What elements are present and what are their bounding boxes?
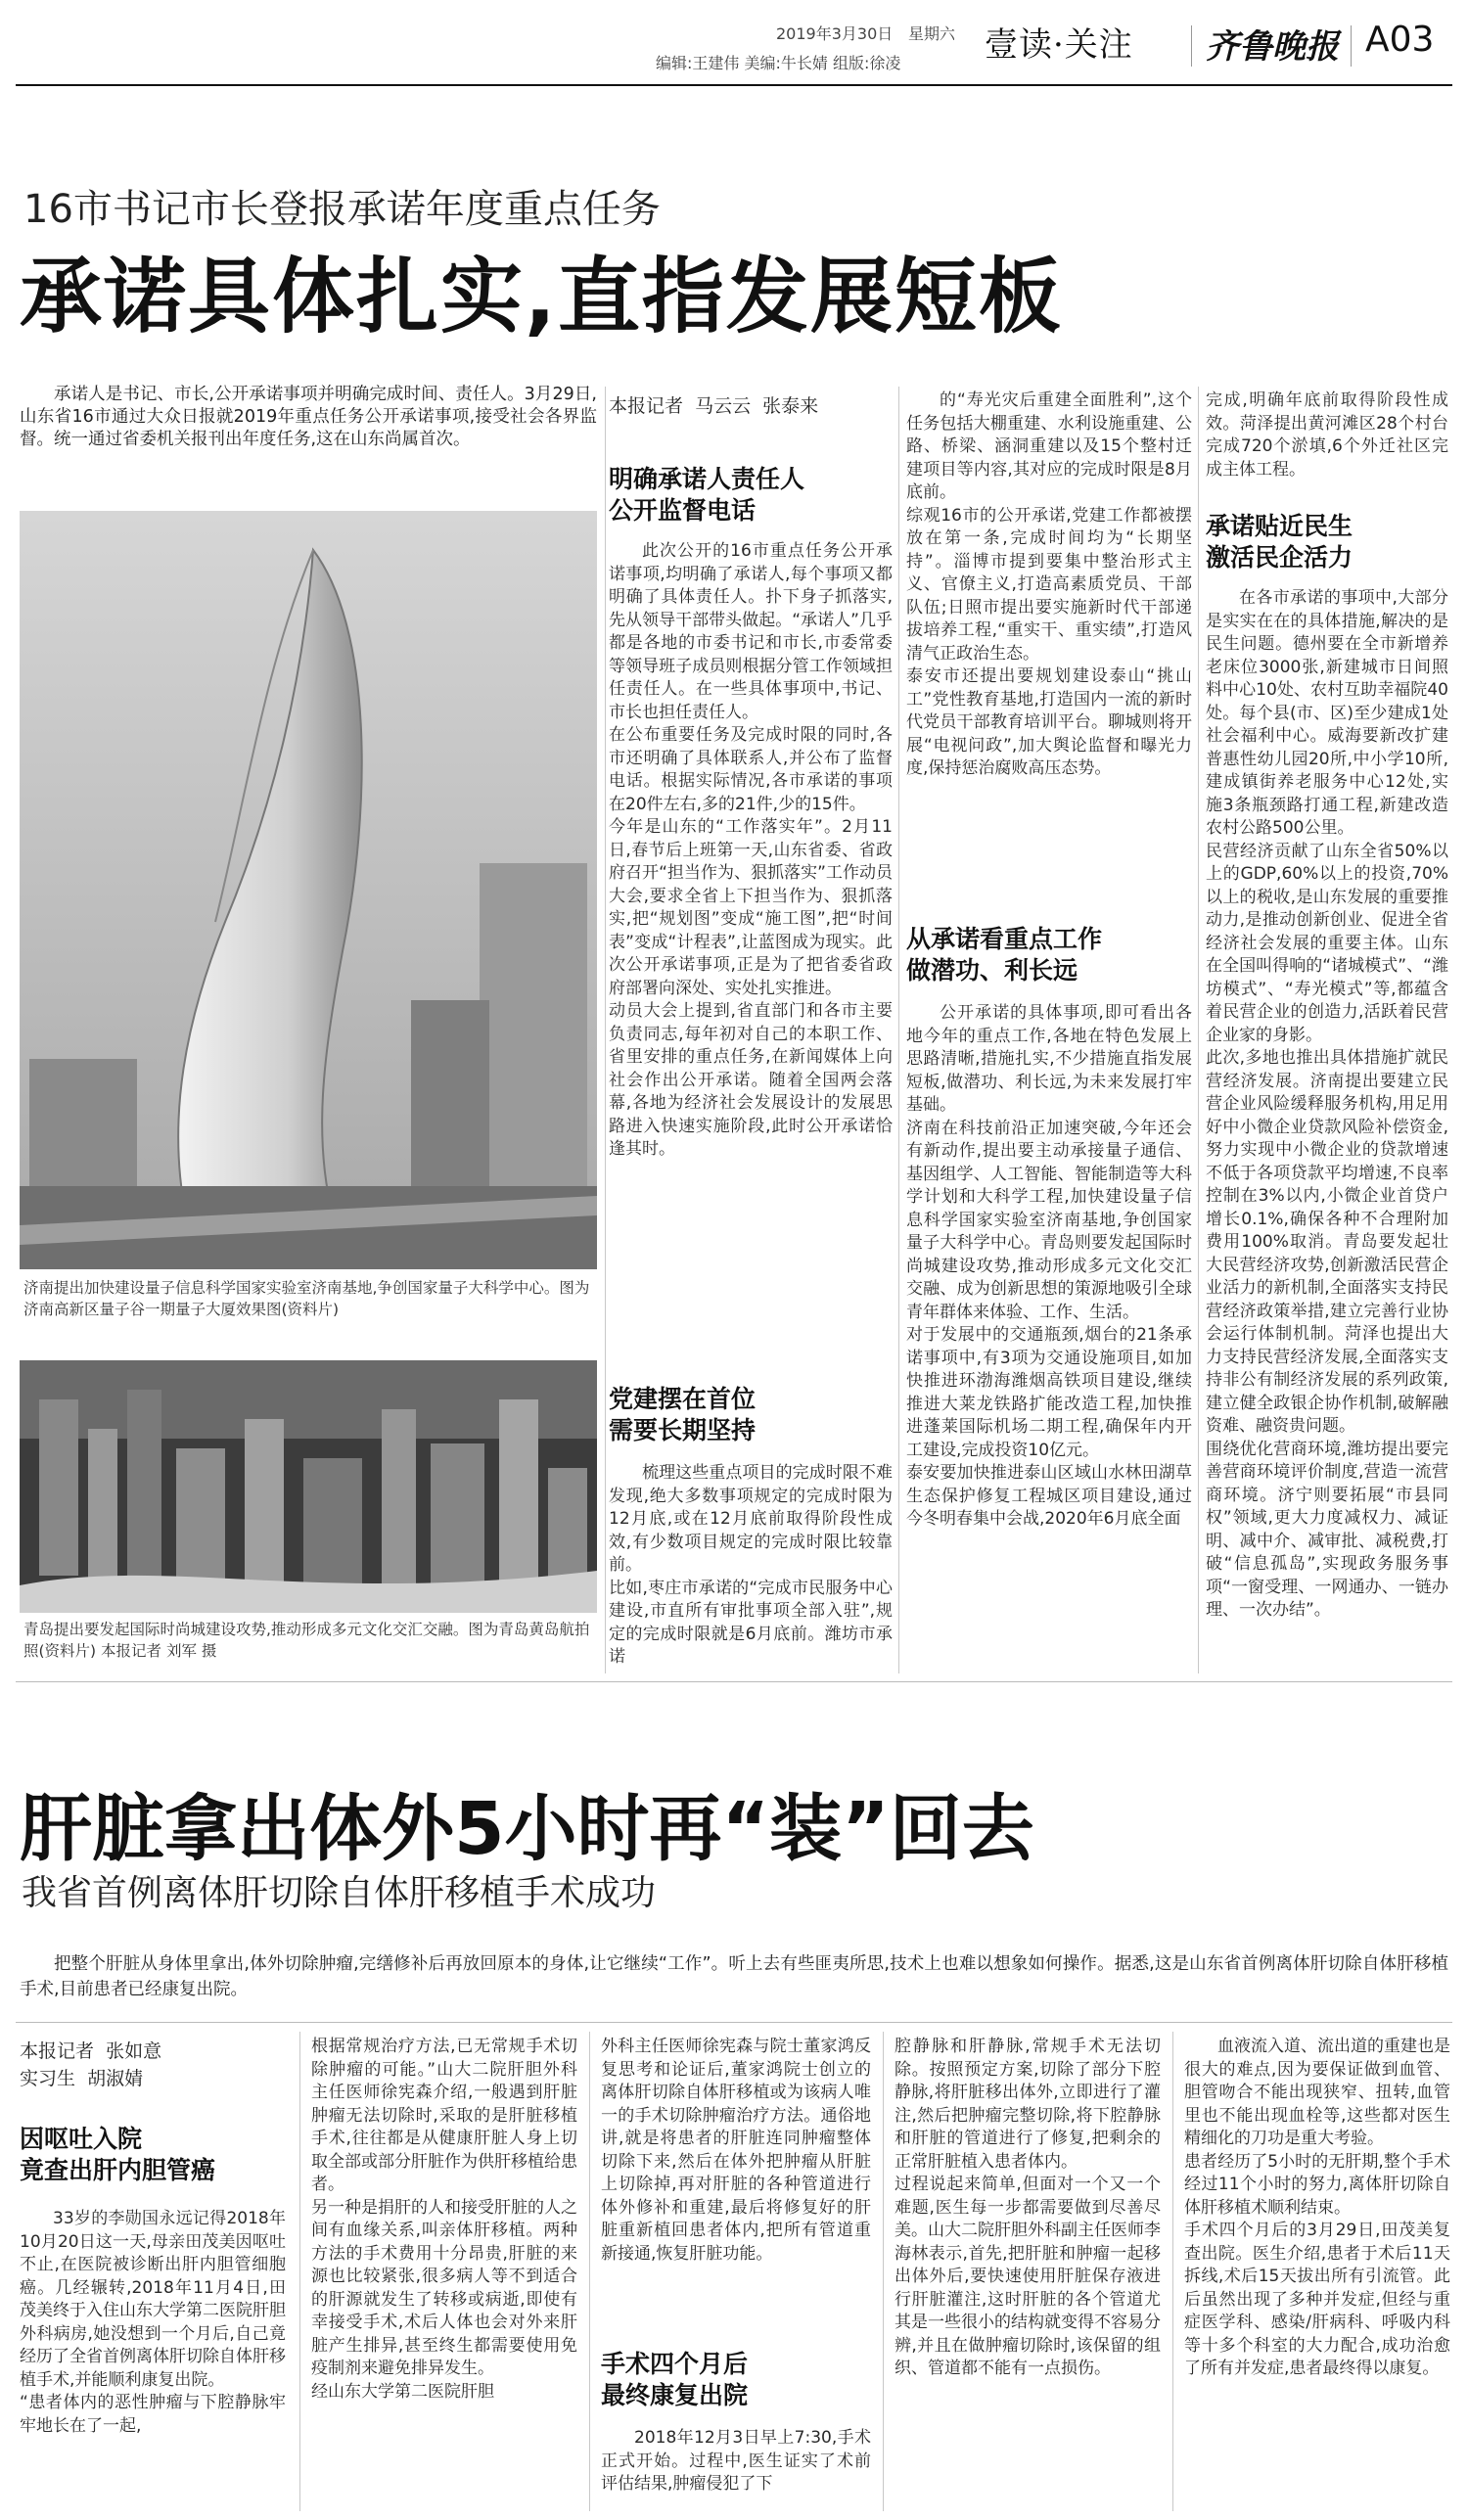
article2-col5-text [1184, 2036, 1450, 2513]
article1-col3b-paragraphs: 公开承诺的具体事项,即可看出各地今年的重点工作,各地在特色发展上思路清晰,措施扎实,不少措施直指发展短板,做潜功、利长远,为未来发展打牢基础。 济南在科技前沿正加速突破,今年还会有新动作,提出要主动承接量子通信、基因组学、人工智能、智能制造等大科学计划和大科学工程,加快建设量子信息科学国家实验室济南基地,争创国家量子大科学中心。青岛则要发起国际时尚城建设攻势,推动形成多元文化交汇交融、成为创新思想的策源地吸引全球青年群体来体验、工作、生活。 对于发展中的交通瓶颈,烟台的21条承诺事项中,有3项为交通设施项目,如加快推进环渤海潍烟高铁项目建设,继续推进大莱龙铁路扩能改造工程,加快推进蓬莱国际机场二期工程,确保年内开工建设,完成投资10亿元。 泰安要加快推进泰山区域山水林田湖草生态保护修复工程城区项目建设,通过今冬明春集中会战,2020年6月底全面 [906, 1003, 1192, 1529]
header-divider-2 [1351, 25, 1352, 67]
article1-byline: 本报记者 马云云 张泰来 [609, 395, 819, 417]
column-divider [589, 2032, 590, 2511]
photo2-caption: 青岛提出要发起国际时尚城建设攻势,推动形成多元文化交汇交融。图为青岛黄岛航拍照(资料片) 本报记者 刘军 摄 [23, 1621, 590, 1660]
article2-subheadline: 我省首例离体肝切除自体肝移植手术成功 [22, 1873, 657, 1913]
article1-subhead-2: 党建摆在首位 需要长期坚持 [609, 1385, 757, 1444]
column-divider [605, 387, 606, 1673]
article1-col4-text-a [1206, 389, 1448, 505]
article2-col3b-paragraphs: 2018年12月3日早上7:30,手术正式开始。过程中,医生证实了术前评估结果,肿瘤侵犯了下 [601, 2428, 871, 2494]
article2-byline: 本报记者 张如意 实习生 胡淑婧 [20, 2040, 162, 2089]
article1-col4b-paragraphs: 在各市承诺的事项中,大部分是实实在在的具体措施,解决的是民生问题。德州要在全市新增养老床位3000张,新建城市日间照料中心10处、农村互助幸福院40处。每个县(市、区)至少建成1处社会福利中心。威海要新改扩建普惠性幼儿园20所,中小学10所,建成镇街养老服务中心12处,实施3条瓶颈路打通工程,新建改造农村公路500公里。 民营经济贡献了山东全省50%以上的GDP,60%以上的投资,70%以上的税收,是山东发展的重要推动力,是推动创新创业、促进全省经济社会发展的重要主体。山东在全国叫得响的“诸城模式”、“潍坊模式”、“寿光模式”等,都蕴含着民营企业的创造力,活跃着民营企业家的身影。 此次,多地也推出具体措施扩就民营经济发展。济南提出要建立民营企业风险缓释服务机构,用足用好中小微企业贷款风险补偿资金,努力实现中小微企业的贷款增速不低于各项贷款平均增速,不良率控制在3%以内,小微企业首贷户增长0.1%,确保各种不合理附加费用100%取消。青岛要发起壮大民营经济攻势,创新激活民营企业活力的新机制,全面落实支持民营经济政策举措,建立完善行业协会运行体制机制。菏泽也提出大力支持民营经济发展,全面落实支持非公有制经济发展的系列政策,建立健全政银企协作机制,破解融资难、融资贵问题。 围绕优化营商环境,潍坊提出要完善营商环境评价制度,营造一流营商环境。济宁则要拓展“市县同权”领域,更大力度减权力、减证明、减中介、减审批、减税费,打破“信息孤岛”,实现政务服务事项“一窗受理、一网通办、一链办理、一次办结”。 [1206, 588, 1448, 1620]
paper-logo: 齐鲁晚报 [1206, 27, 1339, 67]
photo-qingdao-aerial [20, 1360, 597, 1613]
article1-col2-text-a [609, 540, 893, 1390]
tower-rendering-icon [20, 511, 597, 1269]
header-date: 2019年3月30日 [776, 24, 894, 43]
article2-col3-text [601, 2036, 871, 2317]
article1-kicker: 16市书记市长登报承诺年度重点任务 [23, 187, 661, 232]
article2-col1-text [20, 2208, 286, 2511]
header-editors: 编辑:王建伟 美编:牛长婧 组版:徐凌 [656, 54, 901, 72]
article1-col3-text-b [906, 1002, 1192, 1670]
article2-lead: 把整个肝脏从身体里拿出,体外切除肿瘤,完缮修补后再放回原本的身体,让它继续“工作”。听上去有些匪夷所思,技术上也难以想象如何操作。据悉,这是山东省首例离体肝切除自体肝移植手术,目前患者已经康复出院。 [20, 1954, 1448, 1999]
article1-col3-text-a [906, 389, 1192, 916]
article1-col3a-paragraphs: 的“寿光灾后重建全面胜利”,这个任务包括大棚重建、水利设施重建、公路、桥梁、涵洞重建以及15个整村迁建项目等内容,其对应的完成时限是8月底前。 综观16市的公开承诺,党建工作都被摆放在第一条,完成时间均为“长期坚持”。淄博市提到要集中整治形式主义、官僚主义,打造高素质党员、干部队伍;日照市提出要实施新时代干部递拔培养工程,“重实干、重实绩”,打造风清气正政治生态。 泰安市还提出要规划建设泰山“挑山工”党性教育基地,打造国内一流的新时代党员干部教育培训平台。聊城则将开展“电视问政”,加大舆论监督和曝光力度,保持惩治腐败高压态势。 [906, 390, 1192, 778]
article2-col2-text [311, 2036, 577, 2513]
article1-subhead-4: 承诺贴近民生 激活民企活力 [1206, 512, 1353, 572]
photo-quantum-tower [20, 511, 597, 1269]
article-separator [16, 1681, 1452, 1682]
article1-lead: 承诺人是书记、市长,公开承诺事项并明确完成时间、责任人。3月29日,山东省16市通过大众日报就2019年重点任务公开承诺事项,接受社会各界监督。统一通过省委机关报刊出年度任务,这在山东尚属首次。 [20, 385, 597, 449]
article2-headline: 肝脏拿出体外5小时再“装”回去 [20, 1787, 1034, 1871]
article1-col2b-paragraphs: 梳理这些重点项目的完成时限不难发现,绝大多数事项规定的完成时限为12月底,或在12月底前取得阶段性成效,有少数项目规定的完成时限比较靠前。 比如,枣庄市承诺的“完成市民服务中心建设,市直所有审批事项全部入驻”,规定的完成时限就是6月底前。潍坊市承诺 [609, 1463, 893, 1667]
article2-col4-text [895, 2036, 1161, 2513]
column-divider [898, 387, 899, 1673]
article1-headline: 承诺具体扎实,直指发展短板 [20, 249, 1063, 344]
header-weekday: 星期六 [908, 24, 956, 43]
column-divider [883, 2032, 884, 2511]
column-divider [1172, 2032, 1173, 2511]
article2-col3b-text [601, 2427, 871, 2513]
article2-col1-paragraphs: 33岁的李勋国永远记得2018年10月20日这一天,母亲田茂美因呕吐不止,在医院被诊断出肝内胆管细胞癌。几经辗转,2018年11月4日,田茂美终于入住山东大学第二医院肝胆外科病房,她没想到一个月后,自己竟经历了全省首例离体肝切除自体肝移植手术,并能顺利康复出院。 “患者体内的恶性肿瘤与下腔静脉牢牢地长在了一起, [20, 2209, 286, 2436]
article2-col2-paragraphs: 根据常规治疗方法,已无常规手术切除肿瘤的可能。”山大二院肝胆外科主任医师徐宪森介绍,一般遇到肝脏肿瘤无法切除时,采取的是肝脏移植手术,往往都是从健康肝脏人身上切取全部或部分肝脏作为供肝移植给患者。 另一种是捐肝的人和接受肝脏的人之间有血缘关系,叫亲体肝移植。两种方法的手术费用十分昂贵,肝脏的来源也比较紧张,很多病人等不到适合的肝源就发生了转移或病逝,即使有幸接受手术,术后人体也会对外来肝脏产生排异,甚至终生都需要使用免疫制剂来避免排异发生。 经山东大学第二医院肝胆 [311, 2037, 577, 2402]
section-name: 壹读·关注 [985, 25, 1133, 65]
article1-col4a-paragraphs: 完成,明确年底前取得阶段性成效。菏泽提出黄河滩区28个村台完成720个淤填,6个外迁社区完成主体工程。 [1206, 390, 1448, 480]
article1-col4-text-b [1206, 587, 1448, 1670]
city-aerial-icon [20, 1360, 597, 1613]
page-header [0, 0, 1468, 88]
header-divider [1191, 25, 1192, 67]
article1-col2-text-b [609, 1462, 893, 1670]
column-divider [1198, 387, 1199, 1673]
article2-col5-paragraphs: 血液流入道、流出道的重建也是很大的难点,因为要保证做到血管、胆管吻合不能出现狭窄、扭转,血管里也不能出现血栓等,这些都对医生精细化的刀功是重大考验。 患者经历了5小时的无肝期,整个手术经过11个小时的努力,离体肝切除自体肝移植术顺利结束。 手术四个月后的3月29日,田茂美复查出院。医生介绍,患者于术后11天拆线,术后15天拔出所有引流管。此后虽然出现了多种并发症,但经与重症医学科、感染/肝病科、呼吸内科等十多个科室的大力配合,成功治愈了所有并发症,患者最终得以康复。 [1184, 2037, 1450, 2378]
article2-col3-paragraphs: 外科主任医师徐宪森与院士董家鸿反复思考和论证后,董家鸿院士创立的离体肝切除自体肝移植或为该病人唯一的手术切除肿瘤治疗方法。通俗地讲,就是将患者的肝脏连同肿瘤整体切除下来,然后在体外把肿瘤从肝脏上切除掉,再对肝脏的各种管道进行体外修补和重建,最后将修复好的肝脏重新植回患者体内,把所有管道重新接通,恢复肝脏功能。 [601, 2037, 871, 2264]
article1-col2-paragraphs: 此次公开的16市重点任务公开承诺事项,均明确了承诺人,每个事项又都明确了具体责任人。扑下身子抓落实,先从领导干部带头做起。“承诺人”几乎都是各地的市委书记和市长,市委常委等领导班子成员则根据分管工作领域担任责任人。在一些具体事项中,书记、市长也担任责任人。 在公布重要任务及完成时限的同时,各市还明确了具体联系人,并公布了监督电话。根据实际情况,各市承诺的事项在20件左右,多的21件,少的15件。 今年是山东的“工作落实年”。2月11日,春节后上班第一天,山东省委、省政府召开“担当作为、狠抓落实”工作动员大会,要求全省上下担当作为、狠抓落实,把“规划图”变成“施工图”,把“时间表”变成“计程表”,让蓝图成为现实。此次公开承诺事项,正是为了把省委省政府部署向深处、实处扎实推进。 动员大会上提到,省直部门和各市主要负责同志,每年初对自己的本职工作、省里安排的重点任务,在新闻媒体上向社会作出公开承诺。随着全国两会落幕,各地为经济社会发展设计的发展思路进入快速实施阶段,此时公开承诺恰逢其时。 [609, 541, 893, 1159]
header-rule [16, 84, 1452, 86]
article1-subhead-1: 明确承诺人责任人 公开监督电话 [609, 465, 805, 525]
article2-subhead-2: 手术四个月后 最终康复出院 [601, 2350, 749, 2409]
photo1-caption: 济南提出加快建设量子信息科学国家实验室济南基地,争创国家量子大科学中心。图为济南高新区量子谷一期量子大厦效果图(资料片) [23, 1279, 590, 1318]
page-number: A03 [1365, 20, 1435, 60]
article2-rule [16, 2022, 1452, 2023]
column-divider [299, 2032, 300, 2511]
article2-subhead-1: 因呕吐入院 竟查出肝内胆管癌 [20, 2125, 216, 2184]
article2-col4-paragraphs: 腔静脉和肝静脉,常规手术无法切除。按照预定方案,切除了部分下腔静脉,将肝脏移出体外,立即进行了灌注,然后把肿瘤完整切除,将下腔静脉和肝脏的管道进行了修复,把剩余的正常肝脏植入患者体内。 过程说起来简单,但面对一个又一个难题,医生每一步都需要做到尽善尽美。山大二院肝胆外科副主任医师李海林表示,首先,把肝脏和肿瘤一起移出体外后,要快速使用肝脏保存液进行肝脏灌注,这时肝脏的各个管道尤其是一些很小的结构就变得不容易分辨,并且在做肿瘤切除时,该保留的组织、管道都不能有一点损伤。 [895, 2037, 1161, 2378]
article1-subhead-3: 从承诺看重点工作 做潜功、利长远 [906, 925, 1103, 985]
